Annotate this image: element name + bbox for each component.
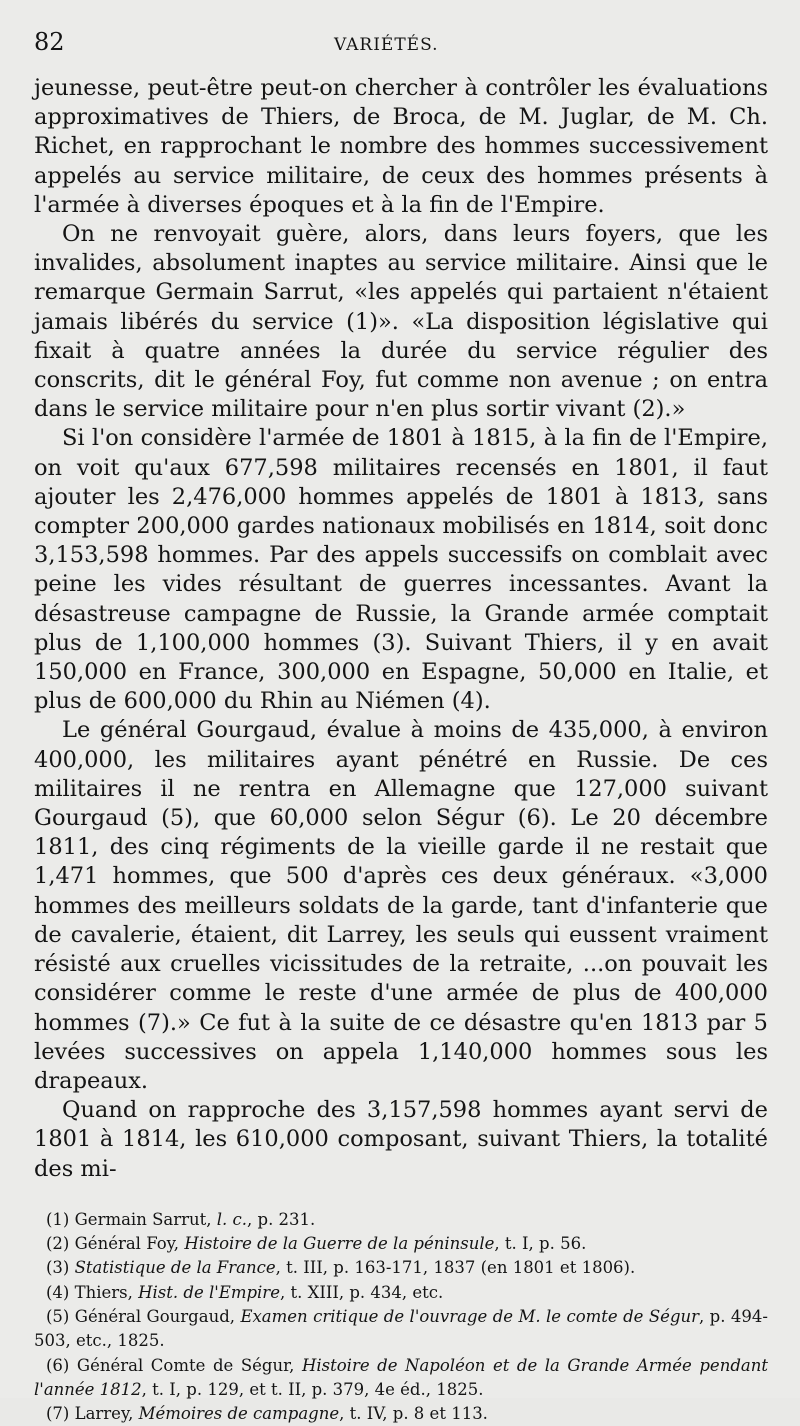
page-content (34, 28, 768, 1426)
footnote-text: (2) Général Foy, (46, 1234, 185, 1254)
footnote-text: (6) Général Comte de Ségur, (46, 1355, 302, 1375)
paragraph: jeunesse, peut-être peut-on chercher à contrôler les évaluations approximatives de Thiers, de Broca, de M. Juglar, de M. Ch. Richet, en rapprochant le nombre des hommes successivement appelés au service militaire, de ceux des hommes présents à l'armée à diverses époques et à la fin de l'Empire. (34, 75, 768, 218)
footnote (34, 1354, 768, 1403)
footnote-title: Histoire de Napoléon et de la Grande Armée pendant l'année 1812 (34, 1355, 768, 1399)
footnote (34, 1232, 768, 1256)
footnote-text: , t. I, p. 129, et t. II, p. 379, 4e éd., 1825. (141, 1379, 484, 1399)
paragraph: Quand on rapproche des 3,157,598 hommes ayant servi de 1801 à 1814, les 610,000 composant, suivant Thiers, la totalité des mi- (34, 1097, 768, 1182)
page-header (34, 28, 768, 74)
footnote-text: (4) Thiers, (46, 1282, 139, 1302)
footnote (34, 1256, 768, 1280)
footnote-text: (1) Germain Sarrut, (46, 1209, 217, 1229)
footnote-title: l. c. (216, 1209, 248, 1229)
paragraph: On ne renvoyait guère, alors, dans leurs foyers, que les invalides, absolument inaptes au service militaire. Ainsi que le remarque Germain Sarrut, «les appelés qui partaient n'étaient jamais libérés du service (1)». «La disposition législative qui fixait à quatre années la durée du service régulier des conscrits, dit le général Foy, fut comme non avenue ; on entra dans le service militaire pour n'en plus sortir vivant (2).» (34, 221, 768, 423)
page-number: 82 (34, 28, 65, 56)
footnote-text: , p. 231. (247, 1209, 316, 1229)
running-head: VARIÉTÉS. (334, 35, 439, 55)
footnote-text: (7) Larrey, (46, 1404, 139, 1424)
footnote-text: , p. 494-503, etc., 1825. (34, 1306, 768, 1351)
footnote-title: Mémoires de campagne (138, 1404, 340, 1424)
footnote-text: (5) Général Gourgaud, (46, 1306, 241, 1326)
footnote (34, 1281, 768, 1305)
footnote-title: Statistique de la France (74, 1258, 276, 1278)
footnote-title: Examen critique de l'ouvrage de M. le comte de Ségur (240, 1306, 700, 1326)
footnote (34, 1402, 768, 1426)
footnotes (34, 1208, 768, 1426)
footnote-text: , t. XIII, p. 434, etc. (279, 1282, 444, 1302)
footnote-text: (3) (46, 1258, 75, 1278)
footnote (34, 1208, 768, 1232)
footnote-text: , t. IV, p. 8 et 113. (339, 1404, 488, 1424)
footnote-text: , t. III, p. 163-171, 1837 (en 1801 et 1806). (275, 1258, 636, 1278)
footnote-title: Hist. de l'Empire (138, 1282, 280, 1302)
footnote-title: Histoire de la Guerre de la péninsule (184, 1234, 495, 1254)
body-text (34, 74, 768, 1184)
footnote-text: , t. I, p. 56. (494, 1234, 587, 1254)
paragraph: Le général Gourgaud, évalue à moins de 435,000, à environ 400,000, les militaires ayant pénétré en Russie. De ces militaires il ne rentra en Allemagne que 127,000 suivant Gourgaud (5), que 60,000 selon Ségur (6). Le 20 décembre 1811, des cinq régiments de la vieille garde il ne restait que 1,471 hommes, que 500 d'après ces deux généraux. «3,000 hommes des meilleurs soldats de la garde, tant d'infanterie que de cavalerie, étaient, dit Larrey, les seuls qui eussent vraiment résisté aux cruelles vicissitudes de la retraite, ...on pouvait les considérer comme le reste d'une armée de plus de 400,000 hommes (7).» Ce fut à la suite de ce désastre qu'en 1813 par 5 levées successives on appela 1,140,000 hommes sous les drapeaux. (34, 717, 768, 1094)
paragraph: Si l'on considère l'armée de 1801 à 1815, à la fin de l'Empire, on voit qu'aux 677,598 militaires recensés en 1801, il faut ajouter les 2,476,000 hommes appelés de 1801 à 1813, sans compter 200,000 gardes nationaux mobilisés en 1814, soit donc 3,153,598 hommes. Par des appels successifs on comblait avec peine les vides résultant de guerres incessantes. Avant la désastreuse campagne de Russie, la Grande armée comptait plus de 1,100,000 hommes (3). Suivant Thiers, il y en avait 150,000 en France, 300,000 en Espagne, 50,000 en Italie, et plus de 600,000 du Rhin au Niémen (4). (34, 425, 768, 715)
footnote (34, 1305, 768, 1354)
